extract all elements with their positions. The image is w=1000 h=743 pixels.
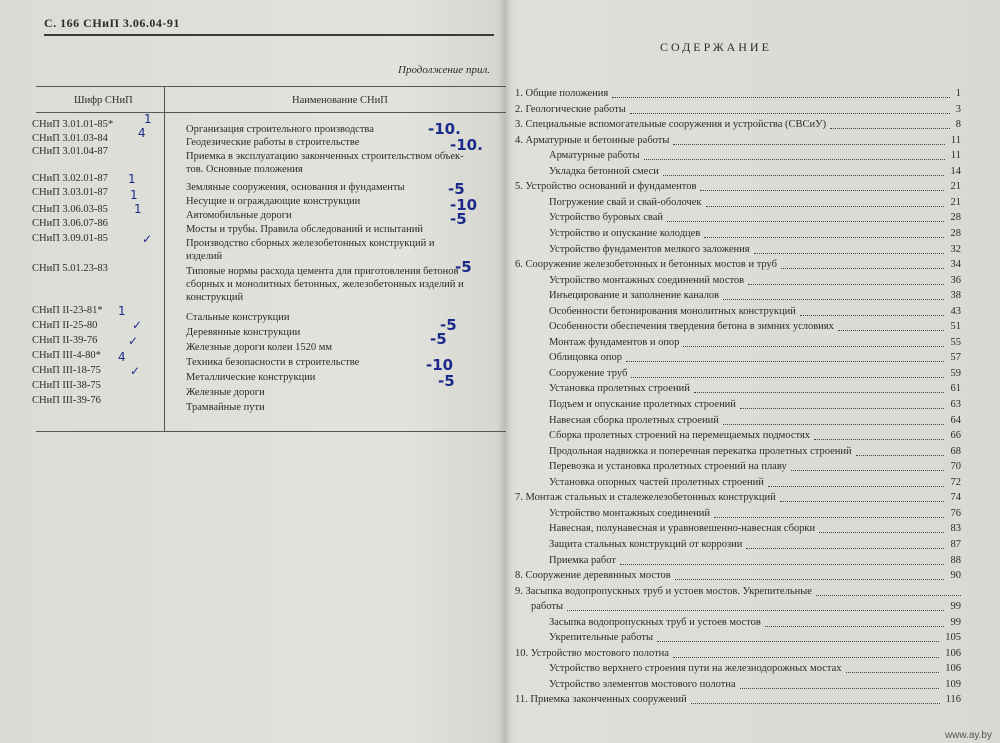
table-row-code: СНиП III-4-80* — [32, 350, 101, 361]
toc-entry — [515, 477, 965, 493]
table-row-code: СНиП 3.01.01-85* — [32, 119, 114, 130]
column-divider — [164, 87, 165, 431]
toc-entry-page: 70 — [950, 461, 961, 473]
table-row-name: Производство сборных железобетонных конструкций и изделий — [186, 238, 435, 262]
toc-entry-title: Особенности обеспечения твердения бетона в зимних условиях — [549, 321, 834, 333]
table-row-code: СНиП II-39-76 — [32, 335, 98, 346]
toc-entry — [515, 228, 965, 244]
toc-entry — [515, 632, 965, 648]
table-row-name: Автомобильные дороги — [186, 210, 292, 221]
handwritten-mark: 1 — [118, 304, 126, 318]
toc-entry — [515, 321, 965, 337]
toc-leader-dots — [630, 113, 950, 114]
handwritten-note: -5 — [450, 210, 467, 228]
toc-leader-dots — [700, 190, 944, 191]
toc-entry — [515, 586, 965, 602]
toc-entry — [515, 694, 965, 710]
toc-leader-dots — [663, 175, 944, 176]
toc-leader-dots — [819, 532, 944, 533]
toc-entry-title: Инъецирование и заполнение каналов — [549, 290, 720, 302]
toc-entry-title: Укрепительные работы — [549, 632, 654, 644]
toc-leader-dots — [781, 268, 944, 269]
toc-leader-dots — [768, 486, 944, 487]
toc-entry-page: 43 — [950, 305, 961, 317]
toc-leader-dots — [694, 392, 944, 393]
header-rule — [44, 34, 494, 36]
toc-entry-page: 106 — [945, 647, 961, 659]
toc-leader-dots — [723, 299, 944, 300]
toc-entry-page: 109 — [945, 678, 961, 690]
toc-leader-dots — [765, 626, 944, 627]
toc-entry-page: 74 — [950, 492, 961, 504]
toc-entry-page: 88 — [950, 554, 961, 566]
toc-entry-page: 87 — [950, 538, 961, 550]
toc-entry-title: Устройство монтажных соединений — [549, 507, 711, 519]
toc-leader-dots — [740, 688, 939, 689]
toc-entry — [515, 601, 965, 617]
toc-leader-dots — [800, 315, 944, 316]
toc-entry-title: Устройство и опускание колодцев — [549, 227, 701, 239]
toc-entry — [515, 104, 965, 120]
table-row-name: Мосты и трубы. Правила обследований и испытаний — [186, 224, 423, 235]
toc-entry-title: Укладка бетонной смеси — [549, 165, 659, 177]
toc-leader-dots — [780, 501, 944, 502]
toc-entry — [515, 383, 965, 399]
toc-entry-page: 55 — [950, 336, 961, 348]
toc-entry-page: 28 — [950, 212, 961, 224]
toc-entry — [515, 648, 965, 664]
table-row-code: СНиП 3.02.01-87 — [32, 173, 108, 184]
table-row-name: Стальные конструкции — [186, 312, 290, 323]
toc-leader-dots — [691, 703, 940, 704]
handwritten-note: -5 — [430, 330, 447, 348]
toc-entry — [515, 135, 965, 151]
toc-entry-page: 76 — [950, 507, 961, 519]
toc-entry-title: Облицовка опор — [549, 352, 622, 364]
toc-leader-dots — [673, 144, 945, 145]
toc-entry-title: Монтаж фундаментов и опор — [549, 336, 680, 348]
toc-entry-page: 99 — [950, 601, 961, 613]
toc-entry-title: 3. Специальные вспомогательные сооружения и устройства (СВСиУ) — [515, 119, 827, 131]
toc-entry-title: Засыпка водопропускных труб и устоев мостов — [549, 616, 761, 628]
toc-entry-title: Продольная надвижка и поперечная перекатка пролетных строений — [549, 445, 852, 457]
toc-leader-dots — [704, 237, 944, 238]
toc-entry-page: 105 — [945, 632, 961, 644]
toc-entry — [515, 306, 965, 322]
table-row-name: Техника безопасности в строительстве — [186, 357, 360, 368]
table-row-name: Деревянные конструкции — [186, 327, 301, 338]
table-row-code: СНиП 3.01.03-84 — [32, 133, 108, 144]
toc-entry-page: 14 — [950, 165, 961, 177]
toc-entry-title: Устройство монтажных соединений мостов — [549, 274, 745, 286]
toc-entry — [515, 197, 965, 213]
table-row-name: Организация строительного производства — [186, 124, 374, 135]
toc-entry-title: Устройство верхнего строения пути на железнодорожных мостах — [549, 663, 842, 675]
handwritten-note: -5 — [438, 372, 455, 390]
toc-entry-page: 59 — [950, 367, 961, 379]
toc-leader-dots — [846, 672, 939, 673]
toc-entry — [515, 275, 965, 291]
toc-entry — [515, 399, 965, 415]
toc-leader-dots — [740, 408, 944, 409]
table-row-code: СНиП II-25-80 — [32, 320, 98, 331]
handwritten-mark: 1 — [134, 202, 142, 216]
toc-entry — [515, 555, 965, 571]
table-row-code: СНиП III-38-75 — [32, 380, 101, 391]
toc-entry — [515, 679, 965, 695]
toc-entry-page: 21 — [950, 196, 961, 208]
table-row-code: СНиП 3.06.07-86 — [32, 218, 108, 229]
toc-entry-title: Арматурные работы — [549, 150, 640, 162]
handwritten-note: -10 — [450, 196, 478, 214]
toc-entry-page: 11 — [950, 150, 961, 162]
toc-leader-dots — [830, 128, 950, 129]
handwritten-mark: 1 — [144, 112, 152, 126]
toc-leader-dots — [620, 564, 944, 565]
check-mark-icon: ✓ — [142, 232, 153, 246]
toc-entry — [515, 508, 965, 524]
toc-entry-page: 64 — [950, 414, 961, 426]
toc-entry-page: 36 — [950, 274, 961, 286]
toc-leader-dots — [814, 439, 944, 440]
toc-entry — [515, 244, 965, 260]
toc-entry-page: 106 — [945, 663, 961, 675]
toc-entry-title: Устройство буровых свай — [549, 212, 664, 224]
toc-entry — [515, 150, 965, 166]
header-divider — [36, 112, 506, 113]
watermark: www.ay.by — [944, 730, 992, 741]
toc-entry-title: Установка опорных частей пролетных строений — [549, 476, 764, 488]
toc-entry — [515, 337, 965, 353]
toc-entry-page: 83 — [950, 523, 961, 535]
table-row-name: Геодезические работы в строительстве — [186, 137, 360, 148]
toc-entry-title: работы — [531, 601, 564, 613]
toc-entry — [515, 415, 965, 431]
toc-entry-title: 2. Геологические работы — [515, 103, 626, 115]
toc-entry — [515, 523, 965, 539]
check-mark-icon: ✓ — [130, 364, 141, 378]
toc-entry-page: 116 — [945, 694, 961, 706]
toc-entry — [515, 290, 965, 306]
column-header-code: Шифр СНиП — [74, 95, 133, 106]
toc-entry-page: 28 — [950, 227, 961, 239]
toc-entry — [515, 617, 965, 633]
toc-entry-title: Навесная сборка пролетных строений — [549, 414, 719, 426]
toc-entry — [515, 368, 965, 384]
toc-entry — [515, 259, 965, 275]
toc-entry — [515, 461, 965, 477]
toc-entry-title: Сооружение труб — [549, 367, 628, 379]
toc-leader-dots — [706, 206, 944, 207]
toc-entry-page: 66 — [950, 430, 961, 442]
toc-entry — [515, 88, 965, 104]
handwritten-mark: 1 — [130, 188, 138, 202]
toc-entry — [515, 430, 965, 446]
table-row-name: Железные дороги колеи 1520 мм — [186, 342, 333, 353]
toc-entry-page: 90 — [950, 570, 961, 582]
toc-entry — [515, 539, 965, 555]
toc-leader-dots — [816, 595, 961, 596]
toc-entry — [515, 181, 965, 197]
toc-entry — [515, 119, 965, 135]
table-row-name: Металлические конструкции — [186, 372, 316, 383]
column-header-name: Наименование СНиП — [292, 95, 388, 106]
toc-leader-dots — [838, 330, 944, 331]
toc-entry-title: 1. Общие положения — [515, 88, 609, 99]
toc-entry-title: Погружение свай и свай-оболочек — [549, 196, 702, 208]
toc-entry-page: 34 — [950, 259, 961, 271]
toc-entry-page: 1 — [955, 88, 961, 99]
table-row-code: СНиП 3.03.01-87 — [32, 187, 108, 198]
toc-entry-page: 21 — [950, 181, 961, 193]
toc-entry-page: 57 — [950, 352, 961, 364]
handwritten-note: -5 — [455, 258, 472, 276]
table-row-code: СНиП 3.09.01-85 — [32, 233, 108, 244]
toc-leader-dots — [657, 641, 939, 642]
toc-leader-dots — [644, 159, 945, 160]
handwritten-note: -10. — [450, 136, 483, 154]
table-row-name: Несущие и ограждающие конструкции — [186, 196, 361, 207]
table-row-name: Типовые нормы расхода цемента для приготовления бетонов сборных и монолитных бетонных, железобетонных изделий и конструкций — [186, 266, 464, 303]
toc-entry-title: Установка пролетных строений — [549, 383, 690, 395]
toc-entry-title: Перевозка и установка пролетных строений на плаву — [549, 461, 787, 473]
toc-entry-title: Приемка работ — [549, 554, 616, 566]
toc-entry — [515, 570, 965, 586]
toc-leader-dots — [791, 470, 944, 471]
toc-entry-title: 7. Монтаж стальных и сталежелезобетонных конструкций — [515, 492, 776, 504]
table-row-code: СНиП 3.01.04-87 — [32, 146, 108, 157]
toc-entry-title: 8. Сооружение деревянных мостов — [515, 570, 671, 582]
handwritten-note: -10. — [428, 120, 461, 138]
toc-entry — [515, 166, 965, 182]
table-row-name: Земляные сооружения, основания и фундаменты — [186, 182, 405, 193]
toc-entry — [515, 352, 965, 368]
check-mark-icon: ✓ — [132, 318, 143, 332]
table-row-code: СНиП 3.06.03-85 — [32, 204, 108, 215]
toc-entry-page: 38 — [950, 290, 961, 302]
toc-leader-dots — [714, 517, 944, 518]
handwritten-mark: 4 — [138, 126, 146, 140]
toc-entry — [515, 446, 965, 462]
toc-entry-page: 72 — [950, 476, 961, 488]
continuation-label: Продолжение прил. — [398, 64, 490, 76]
toc-entry-page: 61 — [950, 383, 961, 395]
toc-leader-dots — [631, 377, 944, 378]
toc-leader-dots — [675, 579, 944, 580]
toc-entry-title: 10. Устройство мостового полотна — [515, 647, 669, 659]
toc-entry-title: Особенности бетонирования монолитных конструкций — [549, 305, 796, 317]
toc-entry-title: 9. Засыпка водопропускных труб и устоев мостов. Укрепительные — [515, 585, 812, 597]
toc-entry-title: Подъем и опускание пролетных строений — [549, 399, 736, 410]
toc-entry — [515, 492, 965, 508]
toc-leader-dots — [683, 346, 944, 347]
toc-entry-title: Устройство элементов мостового полотна — [549, 678, 736, 690]
toc-leader-dots — [667, 221, 944, 222]
handwritten-mark: 1 — [128, 172, 136, 186]
table-row-name: Трамвайные пути — [186, 402, 265, 413]
table-row-code: СНиП III-18-75 — [32, 365, 101, 376]
toc-leader-dots — [626, 361, 944, 362]
toc-title: СОДЕРЖАНИЕ — [660, 40, 772, 54]
toc-entry-title: 4. Арматурные и бетонные работы — [515, 134, 670, 146]
table-row-name: Приемка в эксплуатацию законченных строительством объек- тов. Основные положения — [186, 151, 464, 175]
handwritten-note: -5 — [440, 316, 457, 334]
toc-entry-title: 11. Приемка законченных сооружений — [515, 694, 687, 706]
toc-entry-page: 68 — [950, 445, 961, 457]
toc-entry-title: Сборка пролетных строений на перемещаемых подмостях — [549, 430, 811, 442]
toc-entry-title: Устройство фундаментов мелкого заложения — [549, 243, 750, 255]
toc-entry-page: 11 — [950, 134, 961, 146]
toc-leader-dots — [612, 97, 950, 98]
handwritten-note: -10 — [426, 356, 454, 374]
toc-leader-dots — [746, 548, 944, 549]
toc-leader-dots — [754, 253, 944, 254]
toc-leader-dots — [567, 610, 944, 611]
handwritten-mark: 4 — [118, 350, 126, 364]
page-header: С. 166 СНиП 3.06.04-91 — [44, 16, 180, 30]
toc-entry-title: Защита стальных конструкций от коррозии — [549, 538, 743, 550]
table-row-code: СНиП 5.01.23-83 — [32, 263, 108, 274]
handwritten-note: -5 — [448, 180, 465, 198]
toc-entry-title: 6. Сооружение железобетонных и бетонных мостов и труб — [515, 259, 778, 271]
table-row-code: СНиП III-39-76 — [32, 395, 101, 406]
toc-entry — [515, 212, 965, 228]
toc-leader-dots — [748, 284, 944, 285]
toc-entry-page: 8 — [955, 119, 961, 131]
table-row-code: СНиП II-23-81* — [32, 305, 103, 316]
toc-leader-dots — [856, 455, 944, 456]
toc-entry — [515, 663, 965, 679]
toc-entry-title: 5. Устройство оснований и фундаментов — [515, 181, 697, 193]
toc-entry-page: 51 — [950, 321, 961, 333]
table-row-name: Железные дороги — [186, 387, 265, 398]
toc-leader-dots — [723, 424, 944, 425]
check-mark-icon: ✓ — [128, 334, 139, 348]
toc-entry-page: 32 — [950, 243, 961, 255]
toc-entry-title: Навесная, полунавесная и уравновешенно-навесная сборки — [549, 523, 816, 535]
toc-entry-page: 63 — [950, 399, 961, 410]
toc-entry-page: 3 — [955, 103, 961, 115]
toc-leader-dots — [673, 657, 939, 658]
toc-entry-page: 99 — [950, 616, 961, 628]
